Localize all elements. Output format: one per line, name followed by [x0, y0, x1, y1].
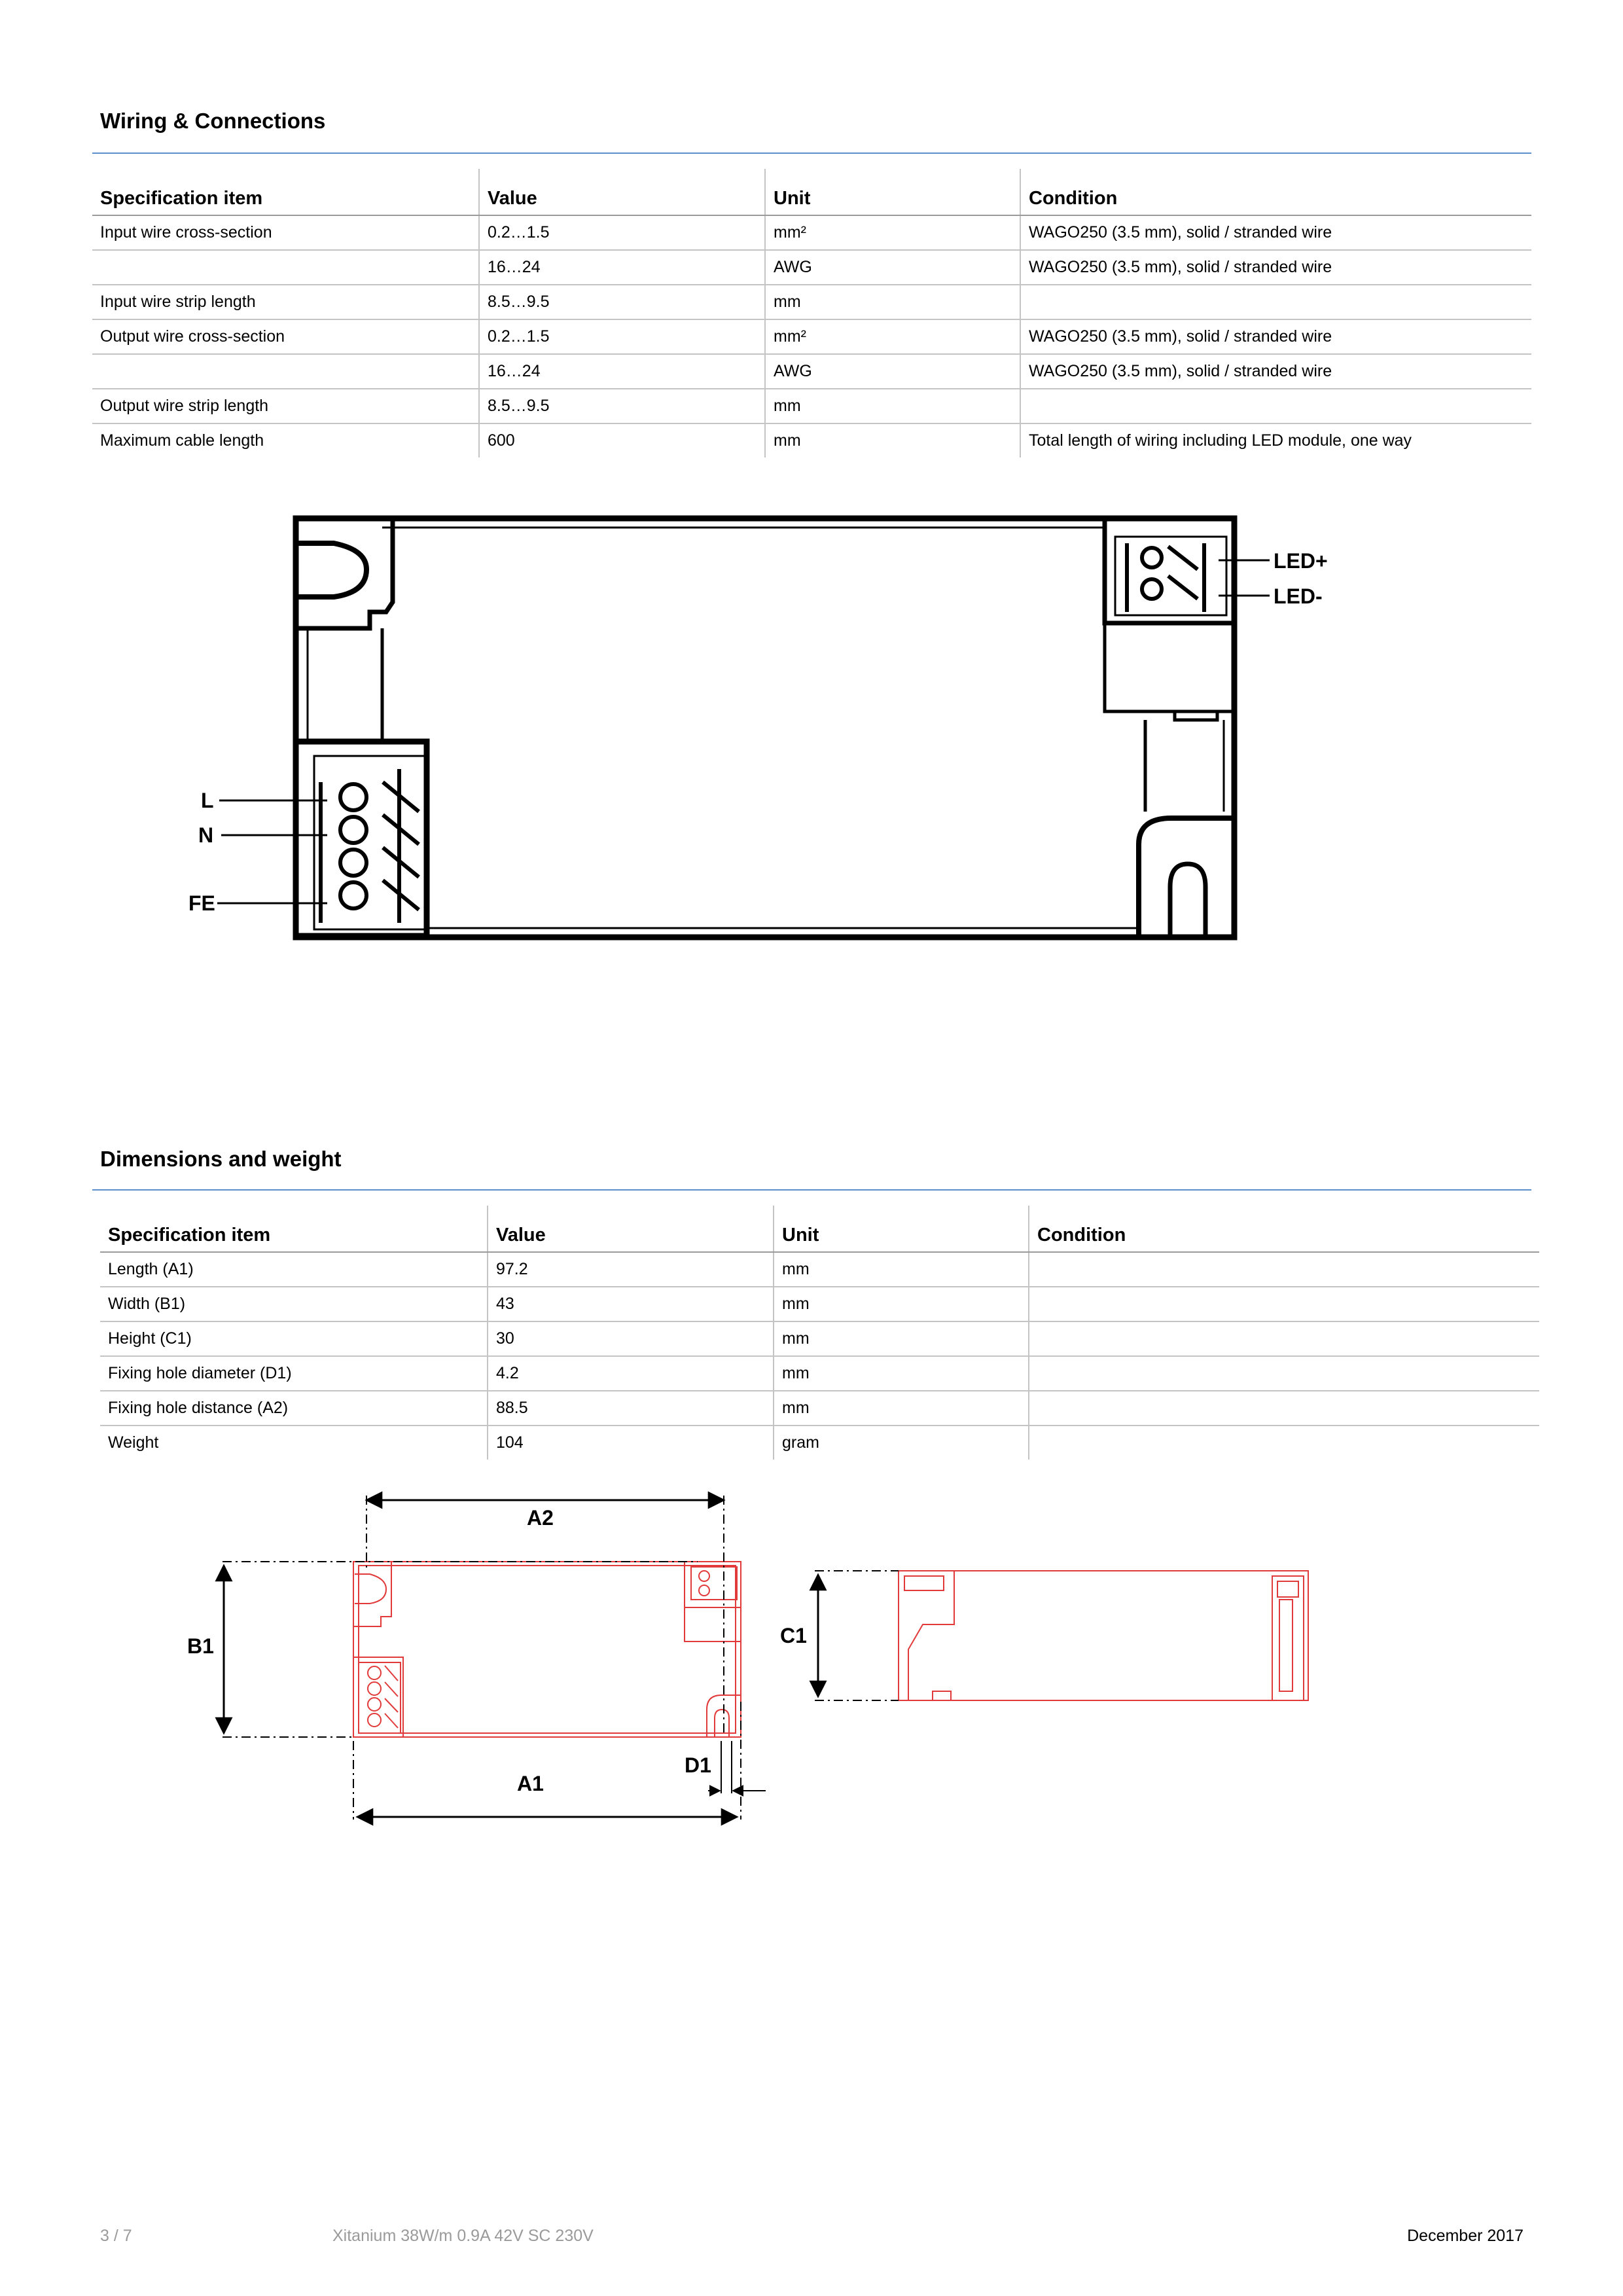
cell-unit: mm²	[765, 319, 1020, 354]
output-terminal-block	[1105, 518, 1234, 623]
table-row	[92, 354, 1531, 389]
cell-unit: mm	[774, 1356, 1029, 1391]
cell-unit: gram	[774, 1426, 1029, 1460]
cell-spec-item: Output wire strip length	[92, 389, 479, 423]
footer-product-name: Xitanium 38W/m 0.9A 42V SC 230V	[332, 2227, 594, 2245]
column-header-spec-item: Specification item	[92, 169, 479, 215]
table-row	[92, 423, 1531, 457]
cell-value: 8.5…9.5	[479, 285, 765, 319]
cell-condition	[1029, 1287, 1539, 1321]
label-c1: C1	[780, 1624, 807, 1647]
column-header-condition: Condition	[1029, 1206, 1539, 1252]
label-a2: A2	[527, 1506, 554, 1530]
cell-spec-item: Length (A1)	[100, 1252, 488, 1287]
mounting-slot-bottom-right	[1139, 818, 1234, 936]
wiring-connection-diagram	[177, 497, 1335, 969]
top-view-outline	[353, 1562, 741, 1737]
driver-housing-outline	[296, 518, 1234, 937]
cell-condition: WAGO250 (3.5 mm), solid / stranded wire	[1020, 250, 1531, 285]
cell-condition	[1029, 1426, 1539, 1460]
cell-condition	[1029, 1321, 1539, 1356]
column-header-condition: Condition	[1020, 169, 1531, 215]
label-n: N	[198, 823, 214, 847]
column-header-spec-item: Specification item	[100, 1206, 488, 1252]
cell-spec-item: Width (B1)	[100, 1287, 488, 1321]
cell-unit: mm	[774, 1252, 1029, 1287]
table-row	[92, 250, 1531, 285]
label-l: L	[201, 789, 214, 812]
dimension-drawing	[177, 1486, 1329, 1839]
cell-unit: mm	[765, 285, 1020, 319]
cell-condition	[1029, 1252, 1539, 1287]
label-b1: B1	[187, 1634, 214, 1658]
cell-condition	[1020, 389, 1531, 423]
table-row	[100, 1321, 1539, 1356]
cell-unit: AWG	[765, 250, 1020, 285]
table-row	[92, 285, 1531, 319]
cell-value: 104	[488, 1426, 774, 1460]
wiring-section-title: Wiring & Connections	[100, 109, 326, 133]
label-a1: A1	[517, 1772, 544, 1795]
label-led-minus: LED-	[1274, 584, 1323, 608]
cell-condition	[1020, 285, 1531, 319]
cell-value: 4.2	[488, 1356, 774, 1391]
cell-value: 8.5…9.5	[479, 389, 765, 423]
table-header-row	[100, 1206, 1539, 1252]
label-d1: D1	[685, 1753, 711, 1777]
cell-spec-item: Height (C1)	[100, 1321, 488, 1356]
cell-spec-item: Input wire cross-section	[92, 215, 479, 250]
dimensions-spec-table	[100, 1206, 1539, 1460]
footer-date: December 2017	[1407, 2227, 1524, 2245]
column-header-unit: Unit	[765, 169, 1020, 215]
cell-value: 600	[479, 423, 765, 457]
table-row	[100, 1391, 1539, 1426]
column-header-value: Value	[488, 1206, 774, 1252]
cell-value: 0.2…1.5	[479, 319, 765, 354]
cell-value: 97.2	[488, 1252, 774, 1287]
cell-condition: Total length of wiring including LED module, one way	[1020, 423, 1531, 457]
cell-spec-item: Input wire strip length	[92, 285, 479, 319]
cell-value: 16…24	[479, 250, 765, 285]
cell-condition: WAGO250 (3.5 mm), solid / stranded wire	[1020, 354, 1531, 389]
cell-unit: mm	[765, 389, 1020, 423]
table-row	[100, 1287, 1539, 1321]
cell-unit: mm	[765, 423, 1020, 457]
mounting-slot-top-left	[296, 518, 393, 628]
side-view-outline	[899, 1571, 1308, 1700]
cell-spec-item: Maximum cable length	[100, 431, 264, 450]
table-row	[92, 319, 1531, 354]
cell-value: 16…24	[479, 354, 765, 389]
table-row	[100, 1252, 1539, 1287]
dimensions-section-title: Dimensions and weight	[100, 1147, 342, 1171]
cell-condition	[1029, 1356, 1539, 1391]
cell-spec-item	[92, 250, 479, 285]
cell-value: 30	[488, 1321, 774, 1356]
cell-spec-item	[92, 354, 479, 389]
dimensions-title-rule	[92, 1189, 1531, 1191]
cell-spec-item: Fixing hole diameter (D1)	[100, 1356, 488, 1391]
table-row	[100, 1356, 1539, 1391]
wiring-spec-table	[92, 169, 1531, 457]
cell-condition	[1029, 1391, 1539, 1426]
cell-value: 0.2…1.5	[479, 215, 765, 250]
cell-condition: WAGO250 (3.5 mm), solid / stranded wire	[1020, 215, 1531, 250]
column-header-unit: Unit	[774, 1206, 1029, 1252]
column-header-value: Value	[479, 169, 765, 215]
table-row	[92, 389, 1531, 423]
cell-unit: mm²	[765, 215, 1020, 250]
cell-spec-item: Fixing hole distance (A2)	[100, 1391, 488, 1426]
cell-condition: WAGO250 (3.5 mm), solid / stranded wire	[1020, 319, 1531, 354]
cell-unit: AWG	[765, 354, 1020, 389]
label-fe: FE	[188, 891, 215, 915]
table-row	[92, 215, 1531, 250]
table-row	[100, 1426, 1539, 1460]
cell-spec-item: Output wire cross-section	[92, 319, 479, 354]
table-header-row	[92, 169, 1531, 215]
cell-unit: mm	[774, 1287, 1029, 1321]
label-led-plus: LED+	[1274, 549, 1328, 573]
cell-unit: mm	[774, 1391, 1029, 1426]
wiring-title-rule	[92, 152, 1531, 154]
cell-spec-item: Weight	[108, 1433, 159, 1452]
footer-page-number: 3 / 7	[100, 2227, 132, 2245]
cell-value: 43	[488, 1287, 774, 1321]
cell-unit: mm	[774, 1321, 1029, 1356]
cell-value: 88.5	[488, 1391, 774, 1426]
